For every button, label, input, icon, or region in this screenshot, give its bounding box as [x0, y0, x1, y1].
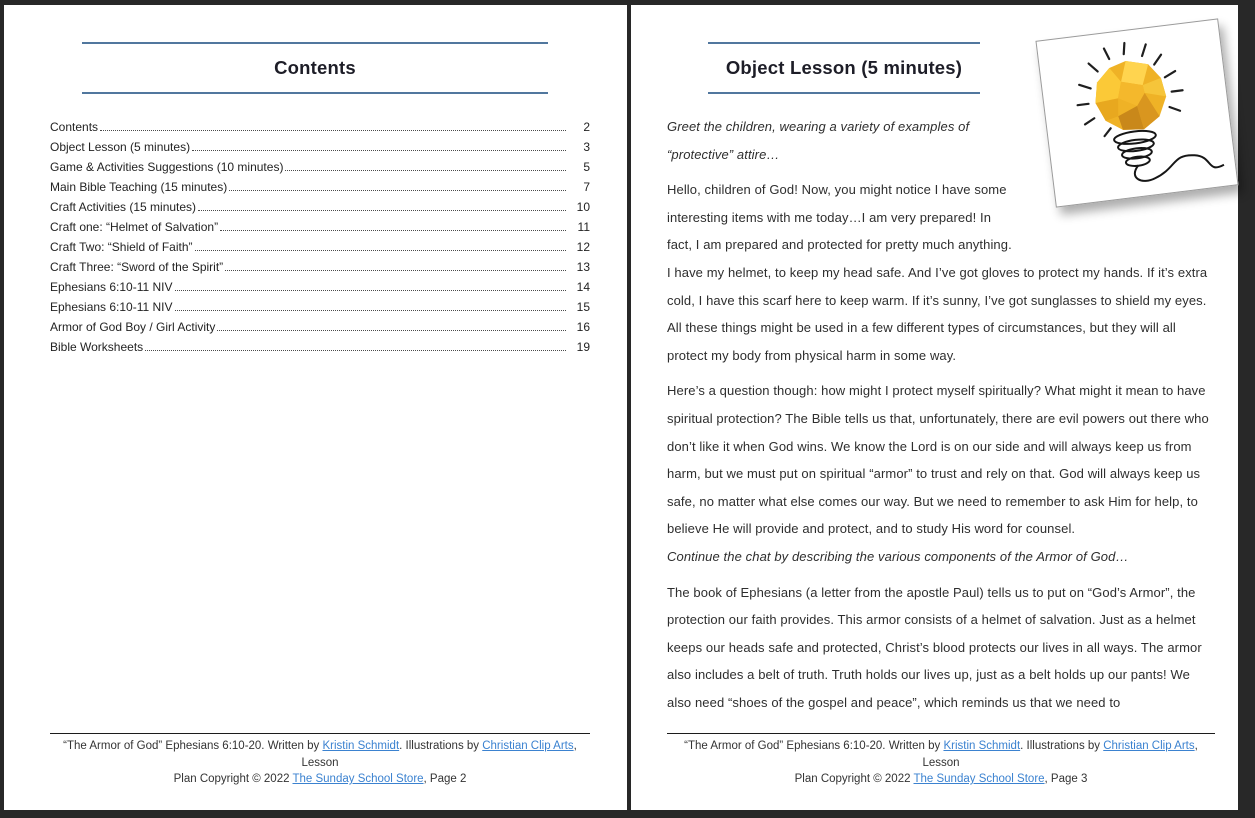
- dotted-leader: [100, 130, 566, 131]
- toc-entry-label: Game & Activities Suggestions (10 minutes): [50, 160, 284, 174]
- dotted-leader: [198, 210, 566, 211]
- toc-entry-label: Bible Worksheets: [50, 340, 144, 354]
- toc-entry[interactable]: [50, 136, 590, 156]
- footer-text-segment: . Illustrations by: [1020, 740, 1104, 752]
- footer-text-segment: , Lesson: [922, 740, 1198, 769]
- table-of-contents: [50, 116, 590, 356]
- footer-text-segment: , Lesson: [301, 740, 577, 769]
- dotted-leader: [195, 250, 567, 251]
- footer-rule: [50, 733, 590, 734]
- toc-entry[interactable]: [50, 216, 590, 236]
- toc-entry-page-number: 7: [583, 180, 590, 194]
- lesson-paragraph-3: The book of Ephesians (a letter from the apostle Paul) tells us to put on “God’s Armor”, the protection our faith provides. This armor consists of a helmet of salvation. Just as a helmet keeps our heads safe and protected, Christ’s blood protects our lives in all ways. The armor also includes a belt of truth. Truth holds our lives up, just as a belt holds up our pants! We also need “shoes of the gospel and peace”, which reminds us that we need to: [667, 584, 1202, 710]
- toc-entry-label: Craft Two: “Shield of Faith”: [50, 240, 193, 254]
- heading-bottom-rule: [82, 92, 548, 94]
- heading-bottom-rule: [708, 92, 980, 94]
- dotted-leader: [217, 330, 566, 331]
- contents-title: Contents: [274, 57, 356, 78]
- footer-text-segment: . Illustrations by: [399, 740, 483, 752]
- toc-entry-label: Ephesians 6:10-11 NIV: [50, 300, 173, 314]
- toc-entry-page-number: 10: [576, 200, 590, 214]
- footer-credits: [50, 738, 590, 788]
- heading-top-rule: [82, 42, 548, 44]
- toc-entry[interactable]: [50, 276, 590, 296]
- dotted-leader: [175, 310, 566, 311]
- stage-direction-continue: Continue the chat by describing the various components of the Armor of God…: [667, 548, 1129, 564]
- toc-entry-label: Craft Activities (15 minutes): [50, 200, 197, 214]
- toc-entry-page-number: 15: [576, 300, 590, 314]
- dotted-leader: [175, 290, 566, 291]
- page-footer: [667, 733, 1215, 788]
- crumpled-paper-lightbulb-icon: [1041, 24, 1233, 202]
- contents-heading: [82, 42, 548, 94]
- object-lesson-heading: [708, 42, 980, 94]
- dotted-leader: [220, 230, 566, 231]
- toc-entry[interactable]: [50, 176, 590, 196]
- author-link[interactable]: Kristin Schmidt: [322, 740, 400, 752]
- toc-entry-page-number: 11: [577, 220, 590, 234]
- illustrator-link[interactable]: Christian Clip Arts: [482, 740, 574, 752]
- page-3-object-lesson: [631, 5, 1238, 810]
- toc-entry[interactable]: [50, 236, 590, 256]
- toc-entry-label: Craft Three: “Sword of the Spirit”: [50, 260, 224, 274]
- toc-entry-page-number: 2: [583, 120, 590, 134]
- dotted-leader: [192, 150, 566, 151]
- footer-rule: [667, 733, 1215, 734]
- footer-text-segment: “The Armor of God” Ephesians 6:10-20. Written by: [63, 740, 323, 752]
- dotted-leader: [285, 170, 566, 171]
- footer-credits: [667, 738, 1215, 788]
- lesson-paragraph-2: Here’s a question though: how might I protect myself spiritually? What might it mean to have spiritual protection? The Bible tells us that, unfortunately, there are evil powers out there who don’t like it when God wins. We know the Lord is on our side and will always keep us from harm, but we must put on spiritual “armor” to trust and rely on that. God will always keep us safe, no matter what else comes our way. But we need to remember to ask Him for help, to believe He will provide and protect, and to study His word for counsel.: [667, 383, 1209, 537]
- toc-entry[interactable]: [50, 196, 590, 216]
- toc-entry-page-number: 13: [576, 260, 590, 274]
- toc-entry-page-number: 19: [576, 340, 590, 354]
- toc-entry-page-number: 14: [576, 280, 590, 294]
- page-footer: [50, 733, 590, 788]
- lesson-body: [631, 113, 1238, 716]
- dotted-leader: [229, 190, 566, 191]
- lightbulb-photo: [1035, 18, 1238, 207]
- toc-entry-label: Craft one: “Helmet of Salvation”: [50, 220, 219, 234]
- toc-entry-label: Main Bible Teaching (15 minutes): [50, 180, 228, 194]
- dotted-leader: [145, 350, 566, 351]
- toc-entry[interactable]: [50, 156, 590, 176]
- dotted-leader: [225, 270, 566, 271]
- toc-entry[interactable]: [50, 296, 590, 316]
- stage-direction-intro: Greet the children, wearing a variety of examples of “protective” attire…: [667, 119, 970, 162]
- footer-page-number: , Page 2: [423, 773, 467, 785]
- footer-text-segment: “The Armor of God” Ephesians 6:10-20. Written by: [684, 740, 944, 752]
- toc-entry-label: Object Lesson (5 minutes): [50, 140, 191, 154]
- toc-entry-label: Contents: [50, 120, 99, 134]
- author-link[interactable]: Kristin Schmidt: [943, 740, 1021, 752]
- illustrator-link[interactable]: Christian Clip Arts: [1103, 740, 1195, 752]
- toc-entry-page-number: 12: [576, 240, 590, 254]
- toc-entry[interactable]: [50, 116, 590, 136]
- page-2-contents: [4, 5, 627, 810]
- footer-text-segment: Plan Copyright © 2022: [173, 773, 293, 785]
- store-link[interactable]: The Sunday School Store: [292, 773, 424, 785]
- footer-text-segment: Plan Copyright © 2022: [794, 773, 914, 785]
- lesson-paragraph-1: Hello, children of God! Now, you might notice I have some interesting items with me today…I am very prepared! In fact, I am prepared and protected for pretty much anything. I have my helmet, to keep my head safe. And I’ve got gloves to protect my hands. If it’s extra cold, I have this scarf here to keep warm. If it’s sunny, I’ve got sunglasses to shield my eyes. All these things might be used in a few different types of circumstances, but they will all protect my body from physical harm in some way.: [667, 182, 1208, 363]
- store-link[interactable]: The Sunday School Store: [913, 773, 1045, 785]
- toc-entry-page-number: 3: [583, 140, 590, 154]
- toc-entry[interactable]: [50, 336, 590, 356]
- footer-page-number: , Page 3: [1044, 773, 1088, 785]
- toc-entry-page-number: 5: [583, 160, 590, 174]
- toc-entry-label: Armor of God Boy / Girl Activity: [50, 320, 216, 334]
- toc-entry[interactable]: [50, 256, 590, 276]
- toc-entry[interactable]: [50, 316, 590, 336]
- heading-top-rule: [708, 42, 980, 44]
- toc-entry-label: Ephesians 6:10-11 NIV: [50, 280, 173, 294]
- object-lesson-title: Object Lesson (5 minutes): [725, 57, 963, 78]
- toc-entry-page-number: 16: [576, 320, 590, 334]
